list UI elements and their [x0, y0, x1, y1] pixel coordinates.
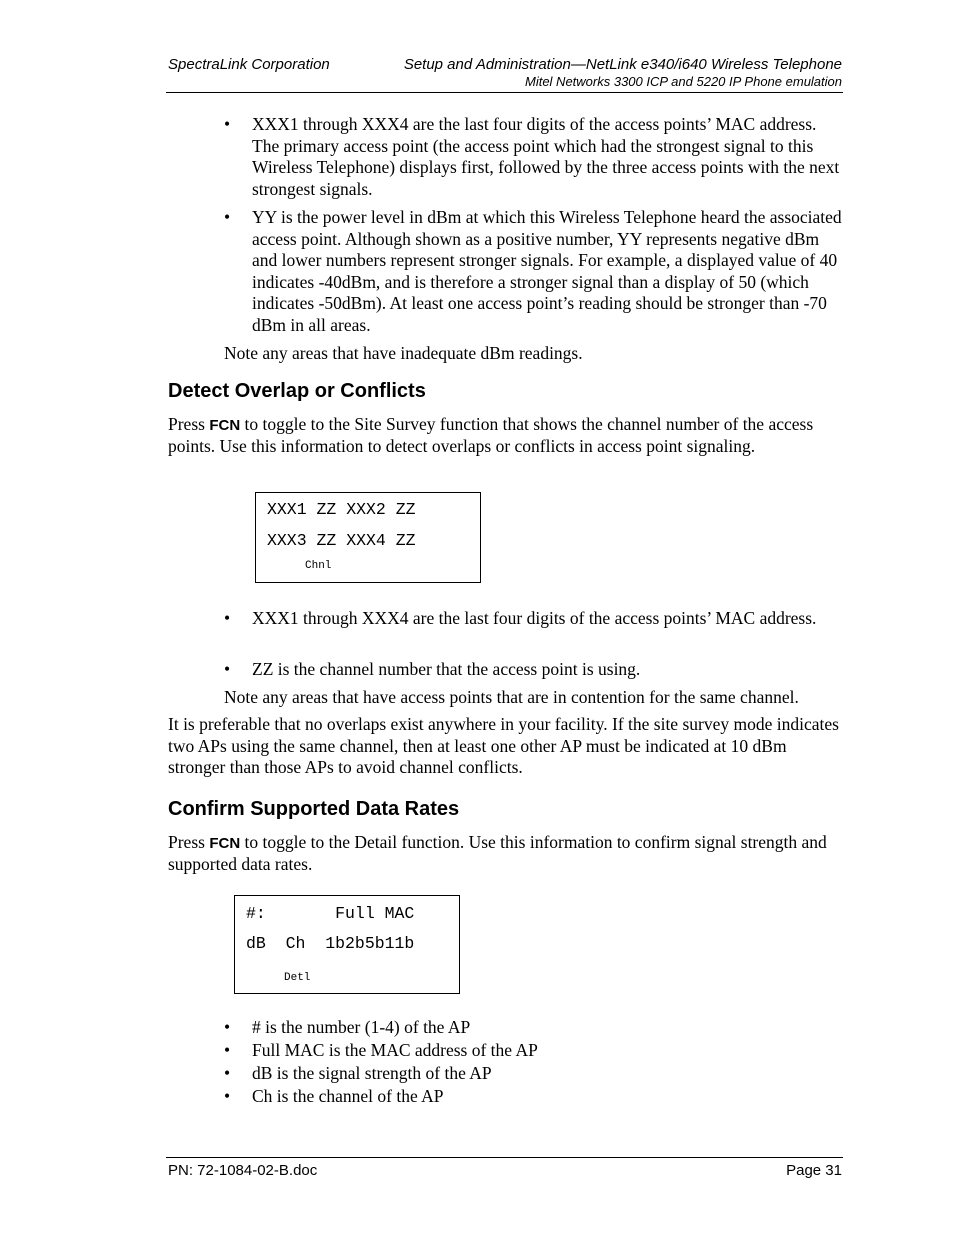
- note-text: Note any areas that have access points that are in contention for the same channel.: [224, 687, 799, 707]
- intro-rest: to toggle to the Site Survey function that shows the channel number of the access points. Use this information to detect overlaps or conflicts in access point signaling.: [168, 414, 814, 456]
- header-title: [404, 56, 842, 90]
- bullet-icon: •: [224, 608, 231, 628]
- bullet-icon: •: [224, 1086, 231, 1106]
- note-text: Note any areas that have inadequate dBm readings.: [224, 343, 583, 363]
- intro-rest: to toggle to the Detail function. Use this information to confirm signal strength and supported data rates.: [168, 832, 827, 874]
- section-intro: [168, 832, 844, 875]
- bullet-icon: •: [224, 1040, 231, 1060]
- display-line-2: XXX3 ZZ XXX4 ZZ: [267, 531, 416, 550]
- bullet-text: XXX1 through XXX4 are the last four digits of the access points’ MAC address. The primary access point (the access point which had the strongest signal to this Wireless Telephone) displays first, followed by the three access points with the next strongest signals.: [252, 114, 840, 199]
- bullet-icon: •: [224, 659, 231, 679]
- bullet-icon: •: [224, 207, 231, 227]
- bullet-text: dB is the signal strength of the AP: [252, 1063, 492, 1083]
- bullet-text: Ch is the channel of the AP: [252, 1086, 444, 1106]
- phone-display-site-survey: [255, 492, 481, 583]
- softkey-label: Chnl: [305, 560, 332, 572]
- bullet-icon: •: [224, 1017, 231, 1037]
- header-rule: [166, 92, 843, 93]
- footer-page-number: Page 31: [786, 1162, 842, 1179]
- bullet-text: ZZ is the channel number that the access point is using.: [252, 659, 641, 679]
- bullet-text: XXX1 through XXX4 are the last four digits of the access points’ MAC address.: [252, 608, 817, 628]
- softkey-label: Detl: [284, 972, 311, 984]
- fcn-key-label: FCN: [209, 835, 241, 852]
- section-heading-data-rates: Confirm Supported Data Rates: [168, 798, 460, 820]
- header-title-line1: Setup and Administration—NetLink e340/i640 Wireless Telephone: [403, 56, 842, 73]
- footer-part-number: PN: 72-1084-02-B.doc: [168, 1162, 318, 1179]
- display-line-2: dB Ch 1b2b5b11b: [246, 934, 415, 953]
- header-company: SpectraLink Corporation: [168, 56, 330, 73]
- display-line-1: XXX1 ZZ XXX2 ZZ: [267, 500, 416, 519]
- bullet-text: YY is the power level in dBm at which this Wireless Telephone heard the associated access point. Although shown as a positive number, YY represents negative dBm and lower numbers represent stronger signals. For example, a displayed value of 40 indicates -40dBm, and is therefore a stronger signal than a display of 50 (which indicates -50dBm). At least one access point’s reading should be stronger than -70 dBm in all areas.: [252, 207, 842, 335]
- header-title-line2: Mitel Networks 3300 ICP and 5220 IP Phone emulation: [525, 74, 842, 89]
- press-text: Press: [168, 414, 205, 434]
- bullet-icon: •: [224, 1063, 231, 1083]
- section-heading-overlap: Detect Overlap or Conflicts: [168, 380, 426, 402]
- display-line-1: #: Full MAC: [246, 904, 415, 923]
- section-intro: [168, 414, 844, 457]
- fcn-key-label: FCN: [209, 417, 241, 434]
- bullet-text: Full MAC is the MAC address of the AP: [252, 1040, 538, 1060]
- bullet-icon: •: [224, 114, 231, 134]
- paragraph: It is preferable that no overlaps exist anywhere in your facility. If the site survey mode indicates two APs using the same channel, then at least one other AP must be indicated at 10 dBm stronger than those APs to avoid channel conflicts.: [168, 714, 839, 777]
- phone-display-detail: [234, 895, 460, 994]
- press-text: Press: [168, 832, 205, 852]
- bullet-text: # is the number (1-4) of the AP: [252, 1017, 471, 1037]
- footer-rule: [166, 1157, 843, 1158]
